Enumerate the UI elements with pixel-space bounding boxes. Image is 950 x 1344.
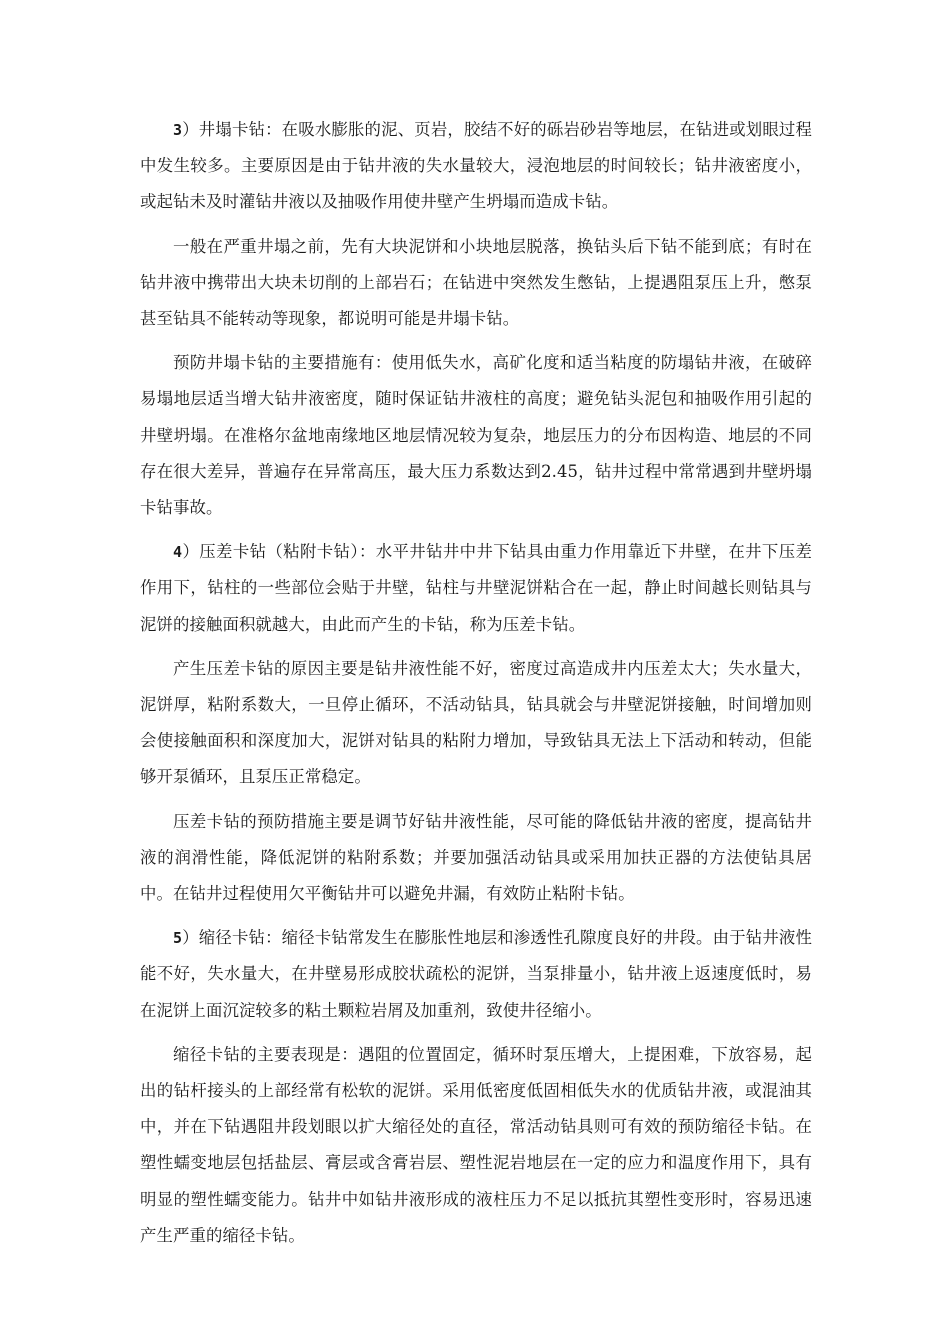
paragraph-text: 缩径卡钻的主要表现是：遇阻的位置固定，循环时泵压增大，上提困难，下放容易，起出的钻杆接头的上部经常有松软的泥饼。采用低密度低固相低失水的优质钻井液，或混油其中，并在下钻遇阻井段划眼以扩大缩径处的直径，常活动钻具则可有效的预防缩径卡钻。在塑性蠕变地层包括盐层、膏层或含膏岩层、塑性泥岩地层在一定的应力和温度作用下，具有明显的塑性蠕变能力。钻井中如钻井液形成的液柱压力不足以抵抗其塑性变形时，容易迅速产生严重的缩径卡钻。 bbox=[140, 1044, 812, 1245]
paragraph-text: 预防井塌卡钻的主要措施有：使用低失水，高矿化度和适当粘度的防塌钻井液，在破碎易塌地层适当增大钻井液密度，随时保证钻井液柱的高度；避免钻头泥包和抽吸作用引起的井壁坍塌。在准格尔盆地南缘地区地层情况较为复杂，地层压力的分布因构造、地层的不同存在很大差异，普遍存在异常高压，最大压力系数达到2.45，钻井过程中常常遇到井壁坍塌卡钻事故。 bbox=[140, 353, 812, 518]
paragraph-differential-prevention bbox=[140, 804, 812, 913]
paragraph-text: ）缩径卡钻：缩径卡钻常发生在膨胀性地层和渗透性孔隙度良好的井段。由于钻井液性能不好，失水量大，在井壁易形成胶状疏松的泥饼，当泵排量小，钻井液上返速度低时，易在泥饼上面沉淀较多的粘土颗粒岩屑及加重剂，致使井径缩小。 bbox=[140, 928, 812, 1020]
paragraph-collapse-signs bbox=[140, 229, 812, 338]
paragraph-text: 产生压差卡钻的原因主要是钻井液性能不好，密度过高造成井内压差太大；失水量大，泥饼厚，粘附系数大，一旦停止循环，不活动钻具，钻具就会与井壁泥饼接触，时间增加则会使接触面积和深度加大，泥饼对钻具的粘附力增加，导致钻具无法上下活动和转动，但能够开泵循环，且泵压正常稳定。 bbox=[140, 658, 812, 787]
paragraph-collapse-prevention bbox=[140, 345, 812, 526]
paragraph-text: ）压差卡钻（粘附卡钻）：水平井钻井中井下钻具由重力作用靠近下井壁，在井下压差作用下，钻柱的一些部位会贴于井壁，钻柱与井壁泥饼粘合在一起，静止时间越长则钻具与泥饼的接触面积就越大，由此而产生的卡钻，称为压差卡钻。 bbox=[140, 542, 812, 634]
paragraph-4-differential-sticking bbox=[140, 534, 812, 643]
paragraph-text: ）井塌卡钻：在吸水膨胀的泥、页岩，胶结不好的砾岩砂岩等地层，在钻进或划眼过程中发生较多。主要原因是由于钻井液的失水量较大，浸泡地层的时间较长；钻井液密度小，或起钻未及时灌钻井液以及抽吸作用使井壁产生坍塌而造成卡钻。 bbox=[140, 120, 812, 212]
paragraph-text: 压差卡钻的预防措施主要是调节好钻井液性能，尽可能的降低钻井液的密度，提高钻井液的润滑性能，降低泥饼的粘附系数；并要加强活动钻具或采用加扶正器的方法使钻具居中。在钻井过程使用欠平衡钻井可以避免井漏，有效防止粘附卡钻。 bbox=[140, 811, 812, 904]
paragraph-tight-hole-signs bbox=[140, 1037, 812, 1254]
paragraph-number: 3 bbox=[173, 121, 183, 139]
paragraph-text: 一般在严重井塌之前，先有大块泥饼和小块地层脱落，换钻头后下钻不能到底；有时在钻井液中携带出大块未切削的上部岩石；在钻进中突然发生憋钻，上提遇阻泵压上升，憋泵甚至钻具不能转动等现象，都说明可能是井塌卡钻。 bbox=[140, 236, 812, 329]
paragraph-5-tight-hole bbox=[140, 920, 812, 1029]
document-body bbox=[140, 112, 812, 1262]
paragraph-number: 5 bbox=[173, 929, 183, 948]
paragraph-differential-causes bbox=[140, 651, 812, 796]
paragraph-number: 4 bbox=[173, 543, 183, 562]
paragraph-3-borehole-collapse bbox=[140, 112, 812, 221]
